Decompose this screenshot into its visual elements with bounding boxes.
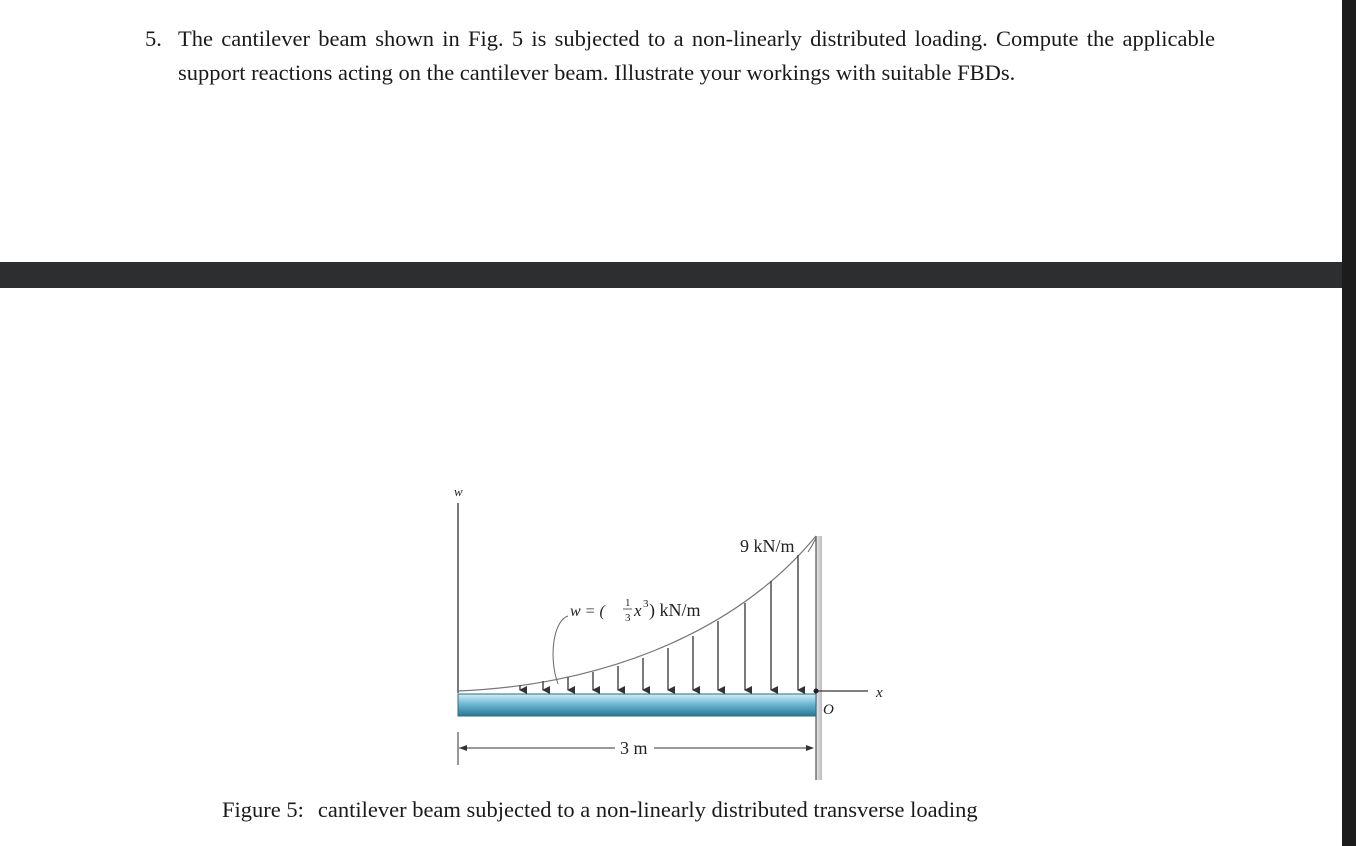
wall-support [816, 536, 822, 780]
span-label: 3 m [620, 738, 648, 758]
load-eq-suffix: ) kN/m [649, 600, 701, 620]
w-axis-label: w [454, 484, 463, 499]
window-edge [1342, 0, 1356, 846]
problem-number: 5. [145, 26, 162, 51]
load-eq-numerator: 1 [625, 597, 631, 609]
load-eq-exponent: 3 [643, 598, 649, 610]
x-axis-label: x [876, 685, 883, 701]
problem-statement [145, 22, 1215, 90]
dimension-arrow-right [806, 745, 814, 751]
beam-diagram [440, 470, 910, 790]
load-max-label: 9 kN/m [740, 536, 795, 556]
dimension-arrow-left [459, 745, 467, 751]
load-eq-variable: x [634, 601, 642, 620]
load-arrows [520, 555, 798, 690]
page-separator [0, 262, 1342, 288]
problem-text: The cantilever beam shown in Fig. 5 is subjected to a non-linearly distributed loading. Compute the applicable support reactions acting on the cantilever beam. Illustrate your workings with suitable FBDs. [178, 26, 1215, 85]
load-eq-prefix: w = ( [570, 603, 605, 620]
beam [458, 694, 816, 716]
load-equation [570, 597, 701, 624]
caption-text: cantilever beam subjected to a non-linearly distributed transverse loading [317, 797, 978, 822]
figure-5 [440, 470, 910, 790]
load-eq-leader [553, 616, 568, 684]
figure-caption [222, 797, 1222, 823]
origin-point [814, 689, 819, 694]
load-eq-denominator: 3 [625, 612, 631, 624]
origin-label: O [823, 702, 834, 718]
svg-text:w = ( [570, 603, 606, 620]
caption-label: Figure 5: [222, 797, 304, 822]
